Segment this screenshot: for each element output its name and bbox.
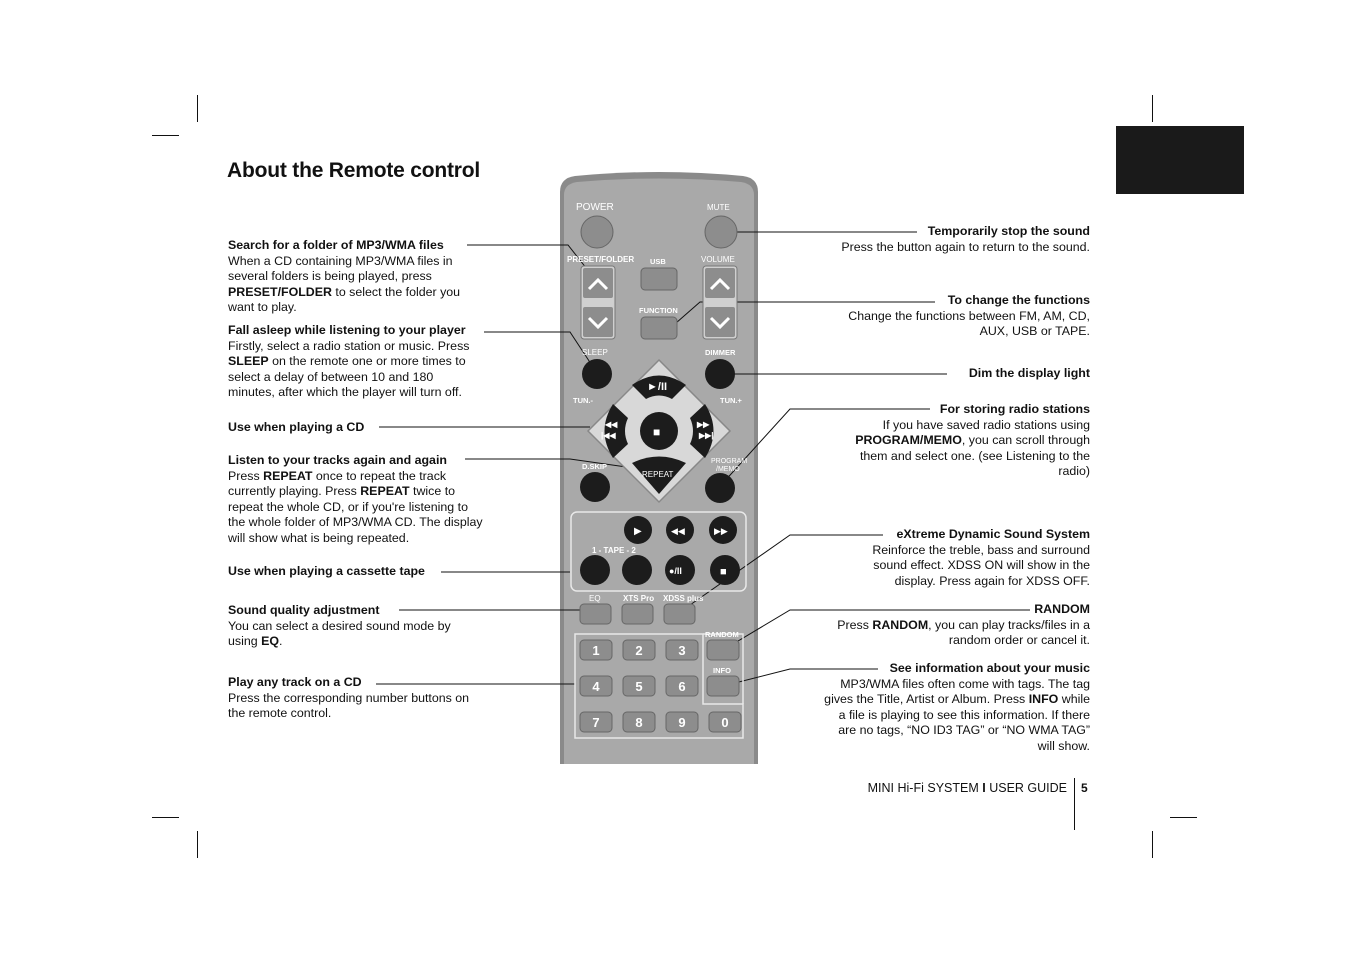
tape-forward-icon: ▶▶ <box>714 526 728 536</box>
annotation-body <box>228 254 483 316</box>
annotation-text: When a CD containing MP3/WMA files in several folders is being played, press <box>228 253 453 283</box>
annotation <box>820 602 1090 649</box>
preset-up-icon <box>583 268 613 298</box>
annotation <box>830 293 1090 340</box>
usb-button <box>641 268 677 290</box>
annotation-text: once to repeat the track currently playing. Press <box>228 468 447 498</box>
annotation-text: to select the folder you want to play. <box>228 284 461 314</box>
sleep-label: SLEEP <box>582 348 608 357</box>
tape-rewind-icon: ◀◀ <box>671 526 685 536</box>
annotation-body <box>820 677 1090 755</box>
footer-product: MINI Hi-Fi SYSTEM <box>867 781 979 795</box>
mute-label: MUTE <box>707 203 730 212</box>
annotation <box>850 527 1090 589</box>
xts-pro-label: XTS Pro <box>623 594 655 603</box>
annotation-keyword: SLEEP <box>228 354 269 368</box>
annotation-heading: Temporarily stop the sound <box>927 224 1090 238</box>
annotation-text: MP3/WMA files often come with tags. The tag gives the Title, Artist or Album. Press <box>824 676 1090 706</box>
annotation-text: . <box>278 634 283 648</box>
page-number: 5 <box>1081 781 1088 795</box>
random-button <box>707 640 739 660</box>
annotation-text: Change the functions between FM, AM, CD, AUX, USB or TAPE. <box>848 308 1090 338</box>
annotation-body <box>228 469 483 547</box>
preset-down-icon <box>583 307 613 337</box>
annotation-body <box>820 240 1090 256</box>
tape-play-icon: ▶ <box>634 526 642 537</box>
skip-forward-icon: ▶▶| <box>699 431 714 440</box>
annotation <box>228 238 483 316</box>
annotation-heading: Fall asleep while listening to your player <box>228 323 466 337</box>
annotation-heading: Search for a folder of MP3/WMA files <box>228 238 444 252</box>
annotation-text: Press the button again to return to the sound. <box>841 239 1090 254</box>
annotation-heading: RANDOM <box>1034 602 1090 616</box>
annotation-keyword: EQ <box>261 634 279 648</box>
volume-down-icon <box>705 307 735 337</box>
annotation-text: , you can play tracks/files in a random order or cancel it. <box>928 617 1090 647</box>
annotation-heading: Use when playing a CD <box>228 420 365 434</box>
xdss-plus-label: XDSS plus <box>663 594 704 603</box>
memo-label: /MEMO <box>716 466 740 473</box>
tape-2-button <box>622 555 652 585</box>
annotation-heading: Use when playing a cassette tape <box>228 564 425 578</box>
annotation <box>228 603 483 650</box>
annotation-keyword: PROGRAM/MEMO <box>855 433 962 447</box>
dimmer-label: DIMMER <box>705 348 736 357</box>
annotation <box>830 366 1090 382</box>
program-label: PROGRAM <box>711 458 748 465</box>
repeat-label: REPEAT <box>642 470 674 479</box>
annotation-heading: Sound quality adjustment <box>228 603 380 617</box>
annotation <box>820 661 1090 754</box>
mute-button <box>705 216 737 248</box>
preset-folder-label: PRESET/FOLDER <box>567 255 635 264</box>
tun-plus-label: TUN.+ <box>720 396 742 405</box>
dimmer-button <box>705 359 735 389</box>
number-label: 1 <box>592 643 600 658</box>
info-button <box>707 676 739 696</box>
annotation-text: If you have saved radio stations using <box>882 417 1090 432</box>
annotation-keyword: PRESET/FOLDER <box>228 284 332 299</box>
function-button <box>641 317 677 339</box>
annotation-heading: To change the functions <box>947 293 1090 307</box>
usb-label: USB <box>650 257 666 266</box>
annotation-body <box>820 618 1090 649</box>
annotation-text: Reinforce the treble, bass and surround sound effect. XDSS ON will show in the display. Press again for XDSS OFF. <box>872 542 1090 588</box>
annotation-text: while a file is playing to see this information. If there are no tags, “NO ID3 TAG” or “NO WMA TAG” will show. <box>838 692 1090 753</box>
power-button <box>581 216 613 248</box>
annotation-body <box>850 543 1090 590</box>
annotation-keyword: RANDOM <box>872 617 929 632</box>
annotation-text: on the remote one or more times to select a delay of between 10 and 180 minutes, after which the player will turn off. <box>228 354 466 399</box>
page-title: About the Remote control <box>227 159 481 182</box>
annotation-heading: eXtreme Dynamic Sound System <box>896 527 1090 541</box>
xts-pro-button <box>622 604 653 624</box>
number-label: 0 <box>721 715 729 730</box>
annotation-text: Firstly, select a radio station or music. Press <box>228 338 470 353</box>
annotation-body <box>228 691 483 722</box>
volume-up-icon <box>705 268 735 298</box>
number-label: 8 <box>635 715 643 730</box>
dskip-label: D.SKIP <box>582 462 608 471</box>
annotation-text: Press <box>228 468 264 483</box>
annotation-body <box>840 418 1090 480</box>
annotation-text: , you can scroll through them and select one. (see Listening to the radio) <box>859 433 1090 478</box>
annotation-keyword: REPEAT <box>360 484 410 498</box>
skip-back-icon: |◀◀ <box>601 431 616 440</box>
xdss-plus-button <box>664 604 695 624</box>
number-label: 3 <box>678 643 686 658</box>
number-label: 2 <box>635 643 643 658</box>
function-label: FUNCTION <box>639 306 678 315</box>
rewind-icon: ◀◀ <box>605 420 618 429</box>
tape-label: 1 - TAPE - 2 <box>592 546 636 555</box>
annotation-text: Press <box>837 617 873 632</box>
annotation <box>228 453 483 546</box>
forward-icon: ▶▶ <box>697 420 710 429</box>
annotation-keyword: INFO <box>1028 692 1059 706</box>
sleep-button <box>582 359 612 389</box>
program-memo-button <box>705 473 735 503</box>
footer <box>868 781 1067 795</box>
annotation <box>228 564 483 580</box>
annotation-heading: Dim the display light <box>968 366 1090 380</box>
play-pause-label: ►/II <box>647 381 668 393</box>
power-label: POWER <box>576 202 614 213</box>
annotation <box>228 420 483 436</box>
tun-minus-label: TUN.- <box>573 396 593 405</box>
number-label: 7 <box>592 715 600 730</box>
number-label: 5 <box>635 679 643 694</box>
info-label: INFO <box>713 666 731 675</box>
tape-1-button <box>580 555 610 585</box>
footer-guide: USER GUIDE <box>989 781 1067 795</box>
number-label: 6 <box>678 679 686 694</box>
annotation <box>228 323 483 401</box>
annotation-heading: Play any track on a CD <box>228 675 362 689</box>
annotation-text: You can select a desired sound mode by using <box>228 618 451 648</box>
annotation-text: twice to repeat the whole CD, or if you're listening to the whole folder of MP3/WMA CD. The display will show what is being repeated. <box>228 484 483 545</box>
annotation-body <box>830 309 1090 340</box>
random-label: RANDOM <box>705 630 739 639</box>
annotation-text: Press the corresponding number buttons on the remote control. <box>228 690 470 720</box>
eq-label: EQ <box>589 594 601 603</box>
annotation <box>228 675 483 722</box>
volume-label: VOLUME <box>701 255 735 264</box>
tape-stop-icon: ■ <box>720 566 727 578</box>
eq-button <box>580 604 611 624</box>
annotation-body <box>228 339 483 401</box>
number-label: 4 <box>592 679 600 694</box>
annotation <box>840 402 1090 480</box>
dskip-button <box>580 472 610 502</box>
annotation <box>820 224 1090 255</box>
number-label: 9 <box>678 715 686 730</box>
footer-divider <box>1074 778 1075 830</box>
annotation-heading: See information about your music <box>889 661 1090 675</box>
annotation-body <box>228 619 483 650</box>
annotation-heading: Listen to your tracks again and again <box>228 453 447 467</box>
stop-label: ■ <box>653 425 661 439</box>
annotation-keyword: REPEAT <box>263 468 313 483</box>
footer-separator: I <box>982 781 986 795</box>
annotation-heading: For storing radio stations <box>939 402 1090 416</box>
rec-pause-icon: ●/II <box>669 566 682 576</box>
